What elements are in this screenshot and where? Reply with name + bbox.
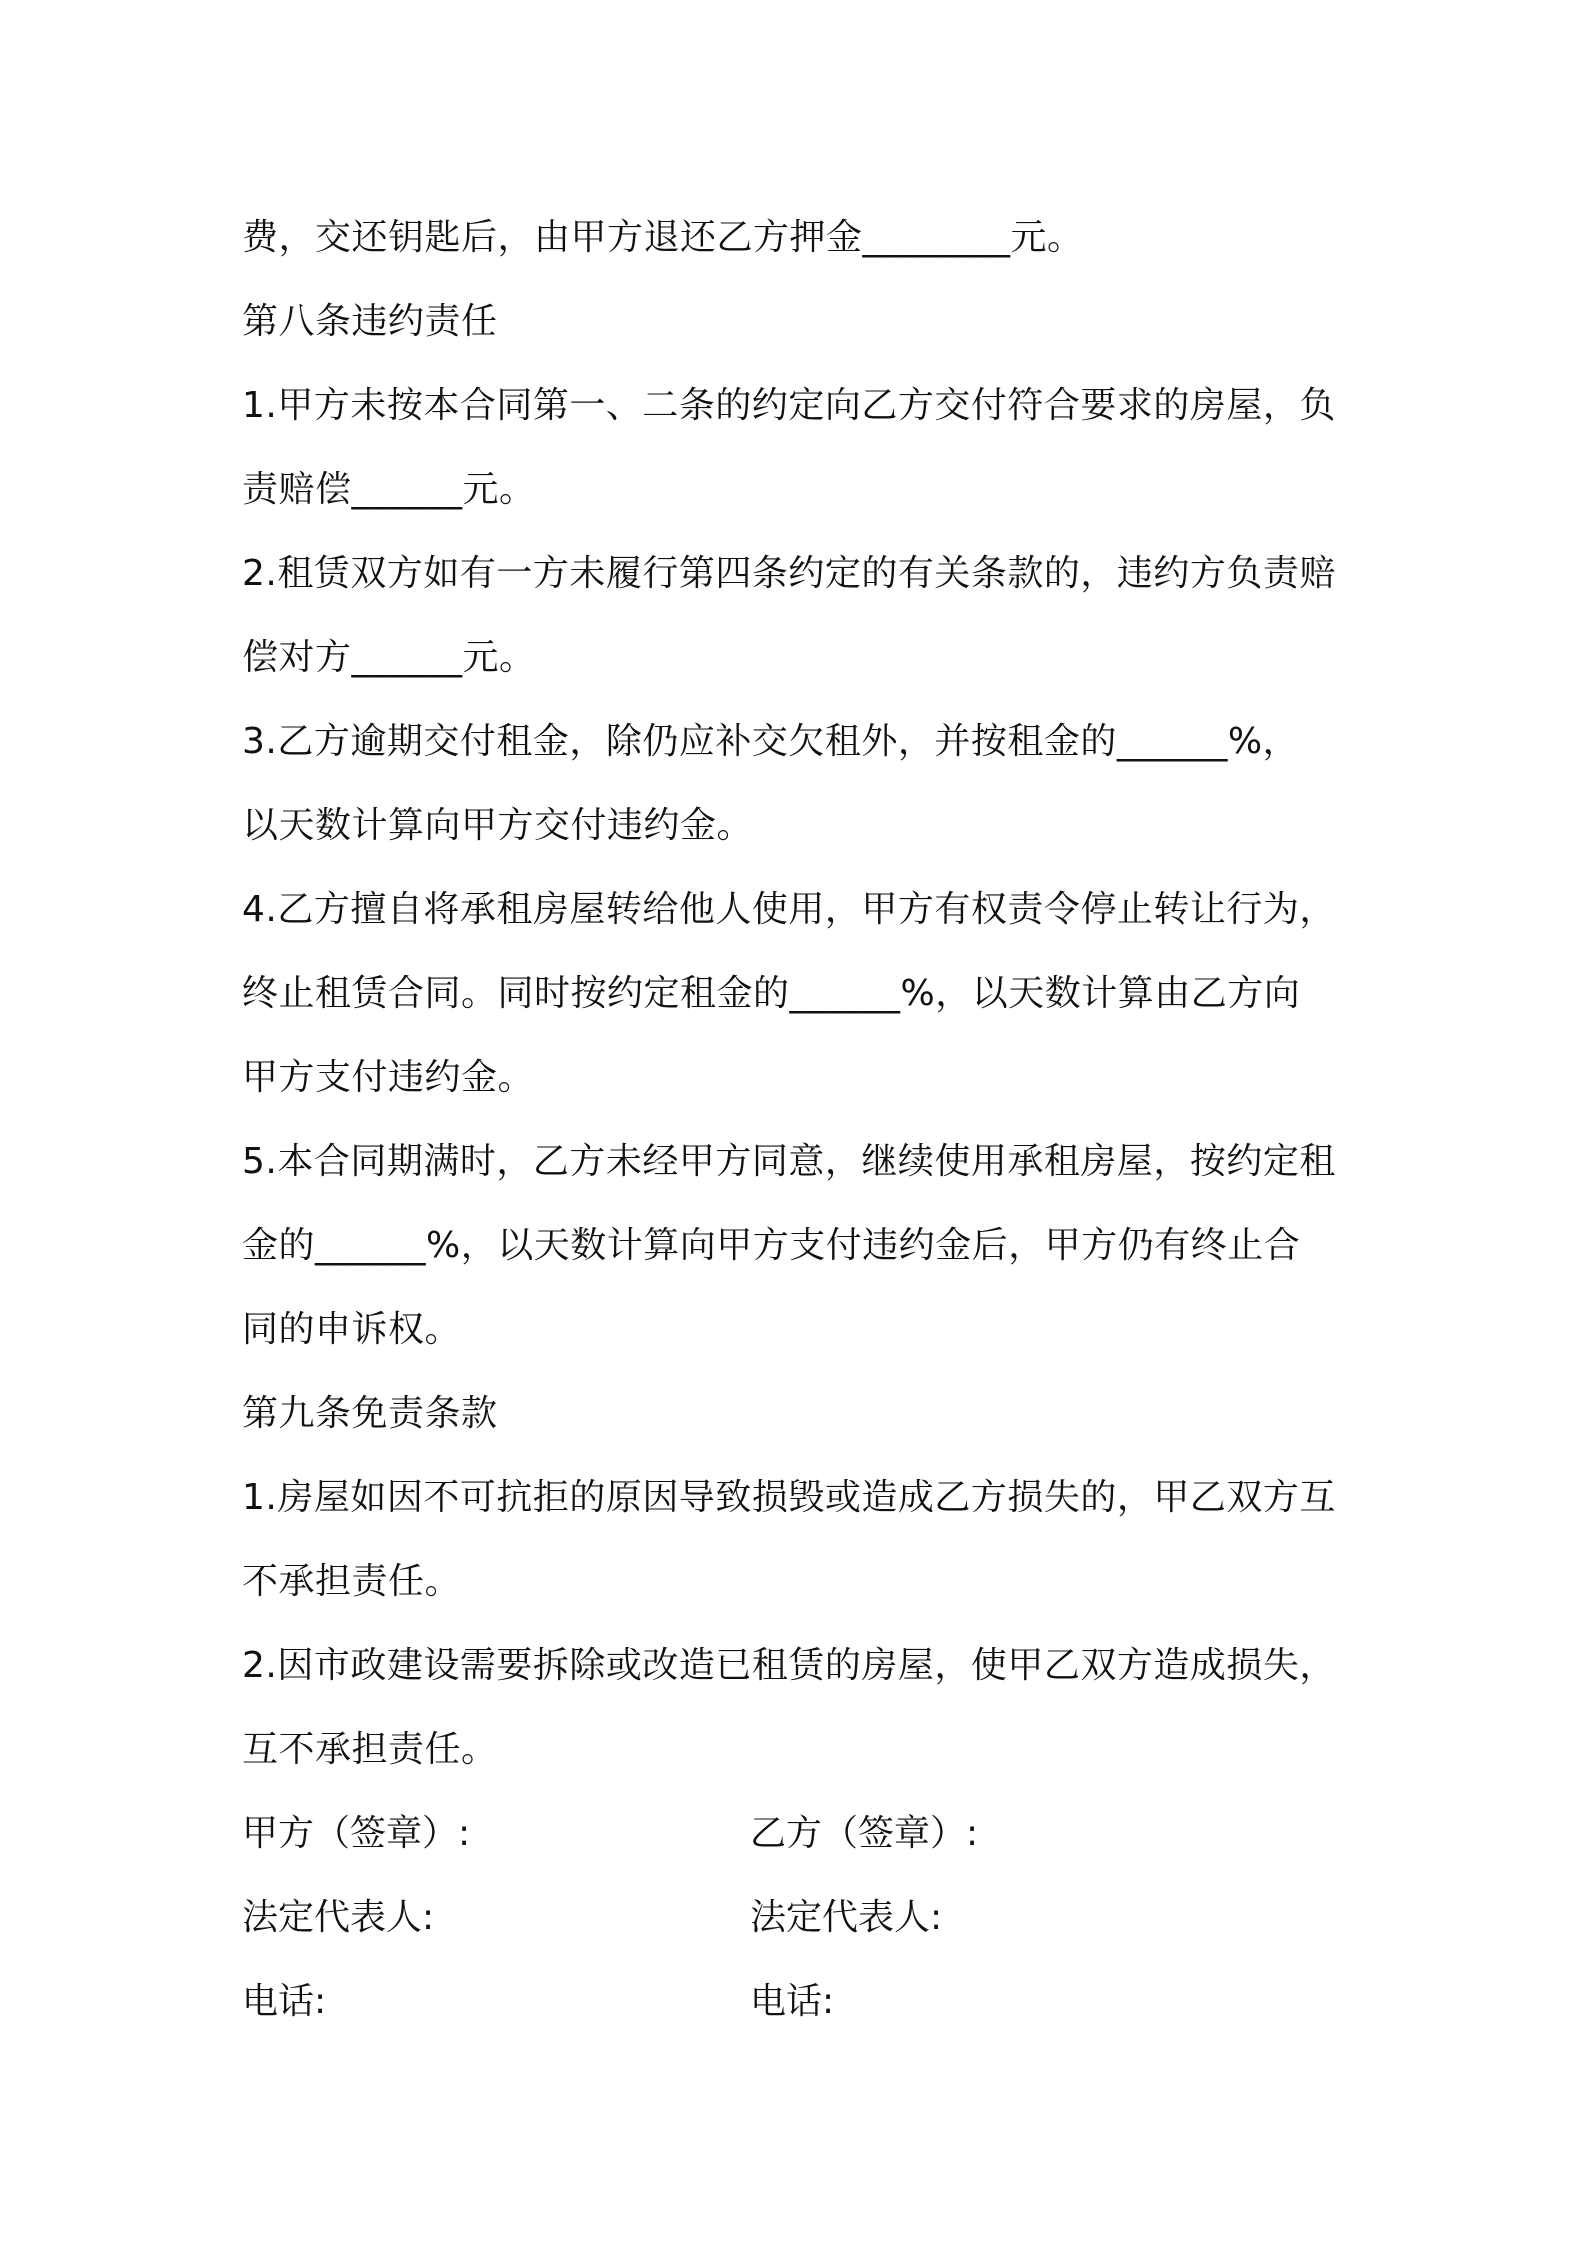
text-line: 同的申诉权。 xyxy=(242,1309,462,1350)
section-heading-article-8: 第八条违约责任 xyxy=(242,301,498,342)
text-line: 1.甲方未按本合同第一、二条的约定向乙方交付符合要求的房屋，负 xyxy=(242,385,1336,426)
text-line: 4.乙方擅自将承租房屋转给他人使用，甲方有权责令停止转让行为， xyxy=(242,889,1336,930)
text-line: 不承担责任。 xyxy=(242,1561,462,1602)
text-line: 2.因市政建设需要拆除或改造已租赁的房屋，使甲乙双方造成损失， xyxy=(242,1645,1336,1686)
text-line: 3.乙方逾期交付租金，除仍应补交欠租外，并按租金的______%， xyxy=(242,721,1300,762)
text-line: 2.租赁双方如有一方未履行第四条约定的有关条款的，违约方负责赔 xyxy=(242,553,1336,594)
text-line: 1.房屋如因不可抗拒的原因导致损毁或造成乙方损失的，甲乙双方互 xyxy=(242,1477,1336,1518)
signature-block xyxy=(242,1792,1352,2044)
party-b-seal-label: 乙方（签章）: xyxy=(750,1813,979,1854)
text-line: 责赔偿______元。 xyxy=(242,469,536,510)
party-a-rep-label: 法定代表人: xyxy=(242,1897,435,1938)
text-line: 偿对方______元。 xyxy=(242,637,536,678)
document-body xyxy=(242,196,1352,2044)
text-line: 终止租赁合同。同时按约定租金的______%，以天数计算由乙方向 xyxy=(242,973,1301,1014)
party-a-seal-label: 甲方（签章）: xyxy=(242,1813,471,1854)
party-b-rep-label: 法定代表人: xyxy=(750,1897,943,1938)
party-a-phone-label: 电话: xyxy=(242,1981,327,2022)
text-line: 互不承担责任。 xyxy=(242,1729,498,1770)
text-line: 5.本合同期满时，乙方未经甲方同意，继续使用承租房屋，按约定租 xyxy=(242,1141,1336,1182)
party-b-phone-label: 电话: xyxy=(750,1981,835,2022)
text-line: 以天数计算向甲方交付违约金。 xyxy=(242,805,754,846)
text-line: 金的______%，以天数计算向甲方支付违约金后，甲方仍有终止合 xyxy=(242,1225,1301,1266)
section-heading-article-9: 第九条免责条款 xyxy=(242,1393,498,1434)
text-line: 费，交还钥匙后，由甲方退还乙方押金________元。 xyxy=(242,217,1084,258)
text-line: 甲方支付违约金。 xyxy=(242,1057,535,1098)
